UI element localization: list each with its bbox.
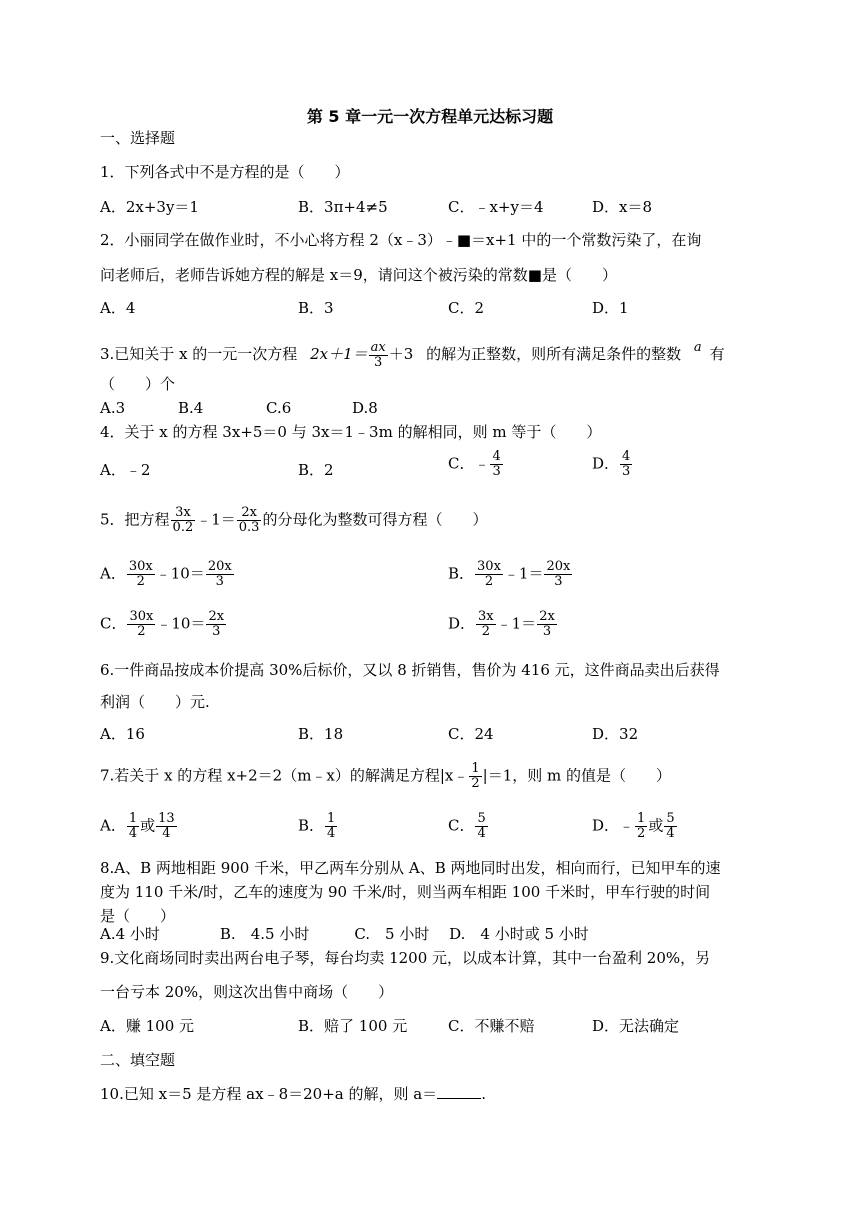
question-9-option-a: A．赚 100 元: [100, 1017, 194, 1035]
fraction-denominator: 4: [666, 826, 675, 841]
page-title: 第 5 章一元一次方程单元达标习题: [306, 107, 554, 126]
question-1-option-d: D．x＝8: [592, 198, 653, 216]
fraction-denominator: 4: [477, 826, 486, 841]
question-7-stem: [100, 762, 671, 791]
question-3-variable: a: [693, 340, 702, 355]
fraction-denominator: 3: [212, 624, 221, 639]
question-7-option-d: [592, 812, 678, 841]
fraction-numerator: 20x: [207, 559, 232, 574]
fraction-denominator: 0.3: [238, 520, 260, 535]
question-8-stem-line-2: 度为 110 千米/时，乙车的速度为 90 千米/时，则当两车相距 100 千米时，甲车行驶的时间: [100, 883, 711, 901]
question-3-stem-line-2: （ ）个: [100, 375, 176, 393]
question-4-option-c: [448, 450, 504, 479]
option-label: D．﹣: [592, 816, 635, 835]
fraction-numerator: 4: [492, 449, 501, 464]
question-4-option-b: B．2: [298, 461, 334, 479]
fraction-numerator: 5: [477, 811, 486, 826]
question-6-stem-line-2: 利润（ ）元.: [100, 693, 210, 711]
question-2-option-b: B．3: [298, 299, 334, 317]
question-5-option-b: [448, 560, 573, 589]
question-6-option-d: D．32: [592, 725, 639, 743]
question-7-option-c: [448, 812, 489, 841]
fraction-numerator: 2x: [208, 609, 225, 624]
option-fraction-2: [544, 560, 572, 589]
fraction-denominator: 4: [128, 826, 138, 841]
section-heading-choice: 一、选择题: [100, 129, 176, 147]
question-8-stem-line-1: 8.A、B 两地相距 900 千米，甲乙两车分别从 A、B 两地同时出发，相向而行，已知甲车的速: [100, 859, 721, 877]
fraction-numerator: 1: [128, 811, 138, 826]
fraction-numerator: 5: [666, 811, 675, 826]
question-2-option-a: A．4: [100, 299, 136, 317]
option-fraction-1: [476, 610, 496, 639]
option-label: C．: [100, 614, 127, 633]
question-5-option-c: [100, 610, 227, 639]
option-fraction-2: [206, 610, 226, 639]
question-2-option-c: C．2: [448, 299, 485, 317]
option-fraction-2: [156, 812, 177, 841]
question-7-fraction: [469, 762, 481, 791]
option-fraction-2: [537, 610, 557, 639]
question-5-option-d: [448, 610, 558, 639]
option-fraction-1: [635, 812, 647, 841]
question-3-option-c: C.6: [266, 399, 292, 417]
question-5-text-mid: ﹣1＝: [196, 510, 236, 529]
fraction-numerator: 1: [471, 761, 480, 776]
question-4-option-d: [592, 450, 633, 479]
fraction-denominator: 2: [481, 624, 490, 639]
question-4-option-a: A．﹣2: [100, 461, 151, 479]
question-5-fraction-1: [171, 506, 196, 535]
fraction-numerator: 2x: [539, 609, 555, 624]
question-3-fraction: [369, 341, 388, 370]
option-mid: ﹣10＝: [155, 564, 205, 583]
question-6-option-c: C．24: [448, 725, 494, 743]
option-fraction: [325, 812, 337, 841]
option-fraction: [490, 450, 502, 479]
option-fraction: [475, 812, 487, 841]
question-5-text-post: 的分母化为整数可得方程（ ）: [262, 510, 488, 529]
option-fraction-2: [664, 812, 676, 841]
fraction-numerator: ax: [370, 339, 386, 355]
section-heading-fill-in: 二、填空题: [100, 1051, 176, 1069]
question-2-option-d: D．1: [592, 299, 629, 317]
fraction-denominator: 2: [471, 776, 480, 791]
question-1-option-c: C．﹣x+y＝4: [448, 198, 544, 216]
question-8-options: A.4 小时 B. 4.5 小时 C. 5 小时 D. 4 小时或 5 小时: [100, 925, 589, 943]
fraction-denominator: 3: [622, 464, 631, 479]
fraction-denominator: 4: [327, 826, 336, 841]
question-5-text-pre: 5．把方程: [100, 510, 170, 529]
question-5-fraction-2: [237, 506, 262, 535]
fraction-numerator: 3x: [478, 609, 494, 624]
fraction-numerator: 1: [637, 811, 646, 826]
fraction-denominator: 2: [637, 826, 646, 841]
question-3-stem-line-1: [100, 338, 725, 370]
question-1-option-a: A．2x+3y＝1: [100, 198, 199, 216]
option-fraction-1: [475, 560, 503, 589]
fraction-denominator: 4: [162, 826, 171, 841]
fraction-denominator: 3: [492, 464, 501, 479]
fraction-denominator: 3: [215, 574, 224, 589]
question-3-option-b: B.4: [178, 399, 204, 417]
option-mid: ﹣1＝: [503, 564, 544, 583]
fraction-numerator: 4: [622, 449, 631, 464]
fraction-numerator: 13: [158, 811, 175, 826]
question-4-stem: 4．关于 x 的方程 3x+5＝0 与 3x＝1﹣3m 的解相同，则 m 等于（ ）: [100, 423, 602, 441]
fraction-denominator: 3: [374, 354, 383, 370]
option-label: C．: [448, 816, 475, 835]
option-or: 或: [648, 816, 664, 835]
question-9-option-b: B．赔了 100 元: [298, 1017, 408, 1035]
question-7-text-post: |＝1，则 m 的值是（ ）: [482, 766, 672, 785]
fraction-denominator: 3: [554, 574, 563, 589]
option-mid: ﹣10＝: [156, 614, 206, 633]
fraction-denominator: 3: [542, 624, 552, 639]
option-fraction: [620, 450, 632, 479]
fraction-denominator: 2: [136, 574, 145, 589]
fraction-numerator: 3x: [171, 506, 196, 521]
option-fraction-1: [127, 610, 155, 639]
option-or: 或: [140, 816, 156, 835]
question-10-text-pre: 10.已知 x＝5 是方程 ax﹣8＝20+a 的解，则 a＝: [100, 1085, 438, 1103]
question-3-option-a: A.3: [100, 399, 126, 417]
fraction-denominator: 2: [484, 574, 494, 589]
question-10-stem: [100, 1084, 486, 1104]
question-2-stem-line-1: 2．小丽同学在做作业时，不小心将方程 2（x﹣3）﹣■＝x+1 中的一个常数污染了，在询: [100, 231, 702, 249]
question-3-text-end: 有: [709, 345, 725, 363]
question-5-option-a: [100, 560, 235, 589]
fraction-numerator: 1: [327, 811, 336, 826]
question-3-lhs: 2x＋1＝: [310, 345, 368, 363]
question-3-text-pre: 3.已知关于 x 的一元一次方程: [100, 345, 298, 363]
option-fraction-2: [206, 560, 234, 589]
fraction-numerator: 2x: [237, 506, 262, 521]
question-1-option-b: B．3π+4≠5: [298, 198, 388, 216]
question-6-option-b: B．18: [298, 725, 344, 743]
question-9-stem-line-2: 一台亏本 20%，则这次出售中商场（ ）: [100, 983, 394, 1001]
option-label: C．﹣: [448, 454, 490, 473]
fraction-denominator: 2: [137, 624, 146, 639]
option-label: D．: [592, 454, 620, 473]
question-9-option-d: D．无法确定: [592, 1017, 680, 1035]
question-3-option-d: D.8: [352, 399, 378, 417]
question-5-stem: [100, 506, 487, 535]
fraction-numerator: 20x: [546, 559, 571, 574]
question-9-option-c: C．不赚不赔: [448, 1017, 535, 1035]
question-7-option-a: [100, 812, 178, 841]
question-7-option-b: [298, 812, 338, 841]
answer-blank[interactable]: [437, 1084, 481, 1099]
question-6-stem-line-1: 6.一件商品按成本价提高 30%后标价，又以 8 折销售，售价为 416 元，这件商品卖出后获得: [100, 661, 720, 679]
fraction-numerator: 30x: [129, 609, 154, 624]
option-label: A．: [100, 564, 126, 583]
question-9-stem-line-1: 9.文化商场同时卖出两台电子琴，每台均卖 1200 元，以成本计算，其中一台盈利 20%，另: [100, 949, 711, 967]
question-3-rhs: ＋3: [388, 345, 414, 363]
option-label: B．: [448, 564, 475, 583]
option-label: D．: [448, 614, 476, 633]
option-mid: ﹣1＝: [496, 614, 537, 633]
question-3-text-post: 的解为正整数，则所有满足条件的整数: [426, 345, 682, 363]
fraction-numerator: 30x: [477, 559, 501, 574]
question-1-stem: 1．下列各式中不是方程的是（ ）: [100, 163, 350, 181]
fraction-numerator: 30x: [128, 559, 153, 574]
question-2-stem-line-2: 问老师后，老师告诉她方程的解是 x＝9，请问这个被污染的常数■是（ ）: [100, 266, 617, 284]
question-6-option-a: A．16: [100, 725, 145, 743]
question-7-text-pre: 7.若关于 x 的方程 x+2＝2（m﹣x）的解满足方程|x﹣: [100, 766, 469, 785]
option-label: B．: [298, 816, 325, 835]
option-label: A．: [100, 816, 126, 835]
option-fraction-1: [127, 560, 155, 589]
question-8-stem-line-3: 是（ ）: [100, 907, 176, 925]
fraction-denominator: 0.2: [172, 520, 194, 535]
option-fraction-1: [127, 812, 139, 841]
question-10-text-post: .: [481, 1085, 486, 1103]
